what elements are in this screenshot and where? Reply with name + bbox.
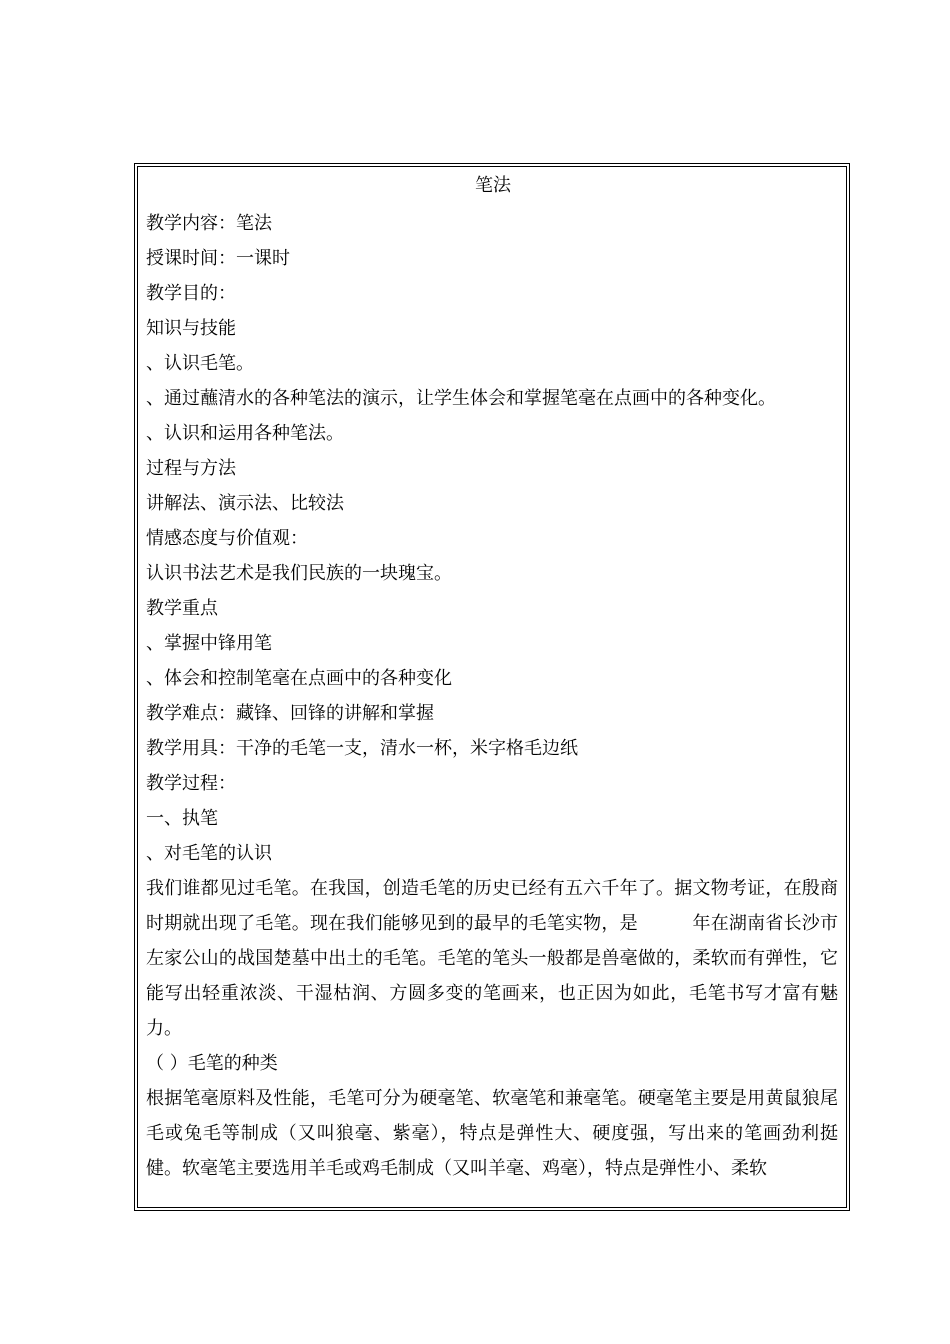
text-line: 教学目的： [146, 283, 236, 304]
text-line: 教学内容：笔法 [146, 213, 272, 234]
text-line: 教学难点：藏锋、回锋的讲解和掌握 [146, 703, 434, 724]
text-line: 情感态度与价值观： [146, 528, 308, 549]
paragraph-brush-types: 根据笔毫原料及性能，毛笔可分为硬毫笔、软毫笔和兼毫笔。硬毫笔主要是用黄鼠狼尾毛或兔毛等制成（又叫狼毫、紫毫），特点是弹性大、硬度强，写出来的笔画劲利挺健。软毫笔主要选用羊毛或鸡毛制成（又叫羊毫、鸡毫），特点是弹性小、柔软 [146, 1088, 838, 1179]
text-line: 教学用具：干净的毛笔一支，清水一杯，米字格毛边纸 [146, 738, 578, 759]
text-line: 、对毛笔的认识 [146, 843, 272, 864]
document-body [146, 206, 838, 1186]
section-heading-brush-types: （ ）毛笔的种类 [146, 1053, 278, 1074]
text-line: 教学过程： [146, 773, 236, 794]
lesson-plan-table [134, 163, 850, 1211]
text-line: 过程与方法 [146, 458, 236, 479]
text-line: 教学重点 [146, 598, 218, 619]
text-line: 、认识毛笔。 [146, 353, 254, 374]
text-line: 、体会和控制笔毫在点画中的各种变化 [146, 668, 452, 689]
paragraph-brush-history: 我们谁都见过毛笔。在我国，创造毛笔的历史已经有五六千年了。据文物考证，在殷商时期就出现了毛笔。现在我们能够见到的最早的毛笔实物，是 年在湖南省长沙市左家公山的战国楚墓中出土的毛笔。毛笔的笔头一般都是兽毫做的，柔软而有弹性，它能写出轻重浓淡、干湿枯润、方圆多变的笔画来，也正因为如此，毛笔书写才富有魅力。 [146, 878, 838, 1039]
text-line: 、掌握中锋用笔 [146, 633, 272, 654]
text-line: 认识书法艺术是我们民族的一块瑰宝。 [146, 563, 452, 584]
text-line: 授课时间：一课时 [146, 248, 290, 269]
text-line: 、通过蘸清水的各种笔法的演示，让学生体会和掌握笔毫在点画中的各种变化。 [146, 388, 776, 409]
text-line: 知识与技能 [146, 318, 236, 339]
text-line: 讲解法、演示法、比较法 [146, 493, 344, 514]
document-title: 笔法 [475, 175, 511, 196]
text-line: 、认识和运用各种笔法。 [146, 423, 344, 444]
text-line: 一、执笔 [146, 808, 218, 829]
